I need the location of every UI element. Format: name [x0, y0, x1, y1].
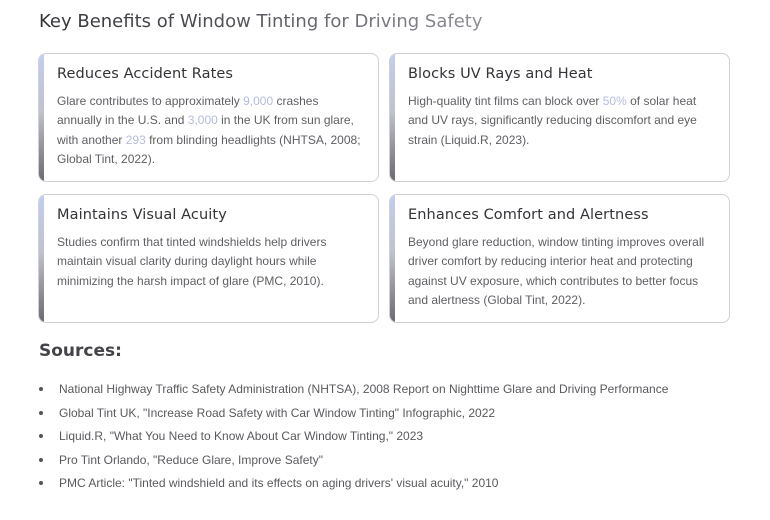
- benefit-card-comfort-alertness: [389, 194, 730, 323]
- text: Glare contributes to approximately: [57, 94, 244, 108]
- page-title: Key Benefits of Window Tinting for Driving Safety: [39, 11, 483, 32]
- bullet-icon: [39, 458, 43, 462]
- card-title: Enhances Comfort and Alertness: [408, 207, 649, 223]
- source-text: PMC Article: "Tinted windshield and its effects on aging drivers' visual acuity," 2010: [59, 476, 499, 490]
- bullet-icon: [39, 387, 43, 391]
- source-text: National Highway Traffic Safety Administration (NHTSA), 2008 Report on Nighttime Glare and Driving Performance: [59, 382, 669, 396]
- sources-heading: Sources:: [39, 341, 122, 361]
- card-title: Maintains Visual Acuity: [57, 207, 227, 223]
- card-body: Studies confirm that tinted windshields help drivers maintain visual clarity during daylight hours while minimizing the harsh impact of glare (PMC, 2010).: [57, 235, 327, 288]
- stat-highlight: 293: [125, 132, 146, 147]
- source-item: [38, 473, 668, 497]
- stat-highlight: 9,000: [243, 94, 274, 108]
- source-text: Liquid.R, "What You Need to Know About Car Window Tinting," 2023: [59, 429, 424, 443]
- card-title: Blocks UV Rays and Heat: [408, 66, 593, 82]
- text: in the UK from sun glare, with another: [57, 113, 354, 147]
- source-item: [38, 403, 668, 427]
- bullet-icon: [39, 434, 43, 438]
- source-item: [38, 426, 668, 450]
- stat-highlight: 50%: [602, 94, 627, 108]
- source-text: Pro Tint Orlando, "Reduce Glare, Improve Safety": [59, 452, 323, 467]
- benefit-card-uv-heat: [389, 53, 730, 182]
- card-body: Beyond glare reduction, window tinting improves overall driver comfort by reducing interior heat and protecting against UV exposure, which contributes to better focus and alertness (Global Tint, 2022).: [408, 235, 705, 307]
- text: of solar heat and UV rays, significantly reducing discomfort and eye strain (Liquid.R, 2023).: [408, 94, 697, 147]
- sources-list: [38, 379, 668, 497]
- card-body: [57, 92, 366, 169]
- benefit-card-visual-acuity: [38, 194, 379, 323]
- bullet-icon: [39, 411, 43, 415]
- source-item: [38, 450, 668, 474]
- stat-highlight: 3,000: [187, 113, 218, 128]
- card-body: [408, 92, 717, 150]
- text: High-quality tint films can block over: [408, 94, 603, 108]
- text: from blinding headlights (NHTSA, 2008; Global Tint, 2022).: [57, 132, 361, 166]
- card-title: Reduces Accident Rates: [57, 66, 234, 82]
- source-item: [38, 379, 668, 403]
- benefit-card-accident-rates: [38, 53, 379, 182]
- benefits-grid: [38, 53, 730, 323]
- source-text: Global Tint UK, "Increase Road Safety with Car Window Tinting" Infographic, 2022: [59, 405, 496, 420]
- text: crashes annually in the U.S. and: [57, 94, 319, 128]
- bullet-icon: [39, 481, 43, 485]
